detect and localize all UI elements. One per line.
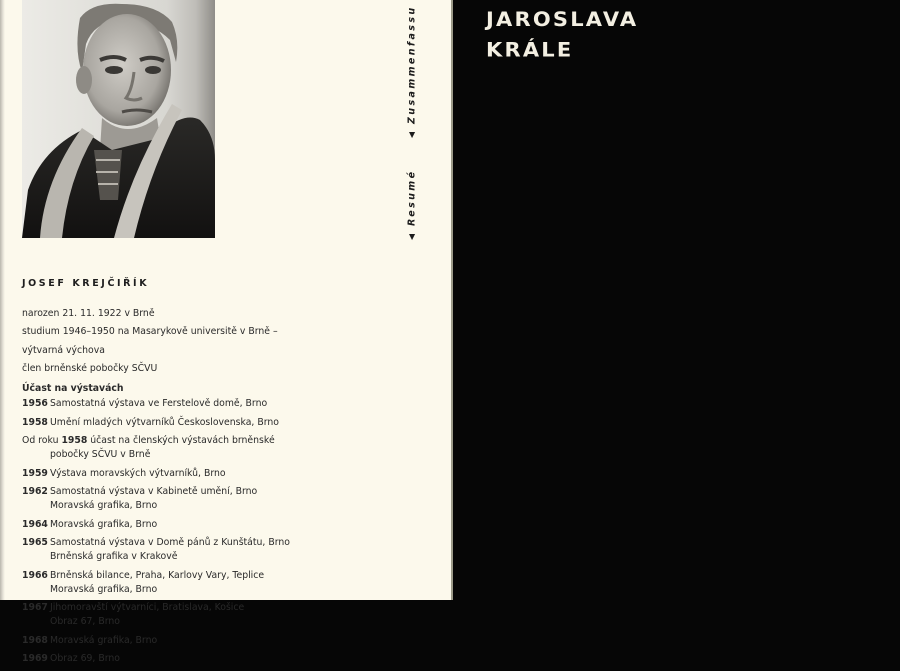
- exhibition-item: [22, 569, 312, 597]
- resume-link[interactable]: [400, 150, 424, 242]
- exhibition-item: [22, 434, 312, 462]
- exhibition-year: 1962: [22, 485, 48, 497]
- exhibition-text: Umění mladých výtvarníků Československa, Brno: [50, 416, 279, 428]
- exhibition-prefix: Od roku: [22, 434, 62, 446]
- exhibition-year: 1965: [22, 536, 48, 548]
- exhibition-text: Brněnská grafika v Krakově: [50, 551, 178, 563]
- exhibition-text: účast na členských výstavách brněnské: [87, 434, 275, 446]
- bio-line-study: studium 1946–1950 na Masarykově universitě v Brně –: [22, 326, 278, 338]
- exhibitions-heading: Účast na výstavách: [22, 383, 124, 395]
- exhibition-year: 1958: [61, 434, 88, 446]
- triangle-up-icon: ▲: [407, 230, 417, 242]
- exhibition-text: Moravská grafika, Brno: [50, 634, 158, 646]
- exhibition-text: Moravská grafika, Brno: [50, 518, 158, 530]
- exhibition-text: Jihomoravští výtvarníci, Bratislava, Košice: [50, 602, 245, 614]
- exhibition-text-continued: pobočky SČVU v Brně: [50, 449, 151, 461]
- cover-title: [486, 5, 638, 66]
- exhibition-text: Obraz 69, Brno: [50, 653, 120, 665]
- exhibition-item: [22, 601, 312, 629]
- bio-line-membership: člen brněnské pobočky SČVU: [22, 362, 158, 374]
- exhibition-text: Moravská grafika, Brno: [50, 500, 158, 512]
- exhibition-year: 1966: [22, 569, 48, 581]
- exhibition-year: 1967: [22, 602, 48, 614]
- vertical-language-nav: [400, 0, 424, 240]
- exhibition-year: 1958: [22, 416, 48, 428]
- exhibition-item: [22, 634, 312, 648]
- exhibition-text: Samostatná výstava v Kabinetě umění, Brno: [50, 485, 258, 497]
- triangle-up-icon: ▲: [407, 128, 417, 140]
- exhibition-text: Moravská grafika, Brno: [50, 583, 158, 595]
- exhibition-year: 1968: [22, 634, 48, 646]
- exhibition-text: Výstava moravských výtvarníků, Brno: [50, 467, 226, 479]
- artist-bio: [22, 278, 312, 671]
- title-line-1: JAROSLAVA: [486, 8, 639, 31]
- page-edge-shadow: [0, 0, 5, 600]
- exhibition-item: [22, 652, 312, 666]
- exhibition-year: 1969: [22, 653, 48, 665]
- exhibition-text: Samostatná výstava ve Ferstelově domě, Brno: [50, 398, 268, 410]
- exhibition-item: [22, 485, 312, 513]
- right-page-cover: [453, 0, 900, 600]
- exhibition-item: [22, 416, 312, 430]
- exhibition-item: [22, 397, 312, 411]
- exhibition-item: [22, 518, 312, 532]
- exhibition-text: Samostatná výstava v Domě pánů z Kunštátu, Brno: [50, 536, 290, 548]
- bio-line-born: narozen 21. 11. 1922 v Brně: [22, 308, 155, 319]
- exhibition-year: 1959: [22, 467, 48, 479]
- title-line-2: KRÁLE: [486, 39, 574, 62]
- exhibition-text: Obraz 67, Brno: [50, 616, 120, 628]
- exhibition-item: [22, 536, 312, 564]
- bio-line-field: výtvarná výchova: [22, 344, 105, 356]
- resume-label: Resumé: [406, 169, 418, 226]
- exhibitions-list: [22, 397, 312, 666]
- left-page: [0, 0, 453, 665]
- portrait-illustration: [22, 0, 215, 238]
- exhibition-year: 1964: [22, 518, 48, 530]
- zusammenfassung-label: Zusammenfassu: [406, 5, 418, 124]
- exhibition-year: 1956: [22, 398, 48, 410]
- exhibition-item: [22, 467, 312, 481]
- portrait-photo: [22, 0, 215, 238]
- exhibition-text: Brněnská bilance, Praha, Karlovy Vary, Teplice: [50, 569, 265, 581]
- zusammenfassung-link[interactable]: [400, 0, 424, 140]
- artist-name: JOSEF KREJČIŘÍK: [22, 278, 150, 289]
